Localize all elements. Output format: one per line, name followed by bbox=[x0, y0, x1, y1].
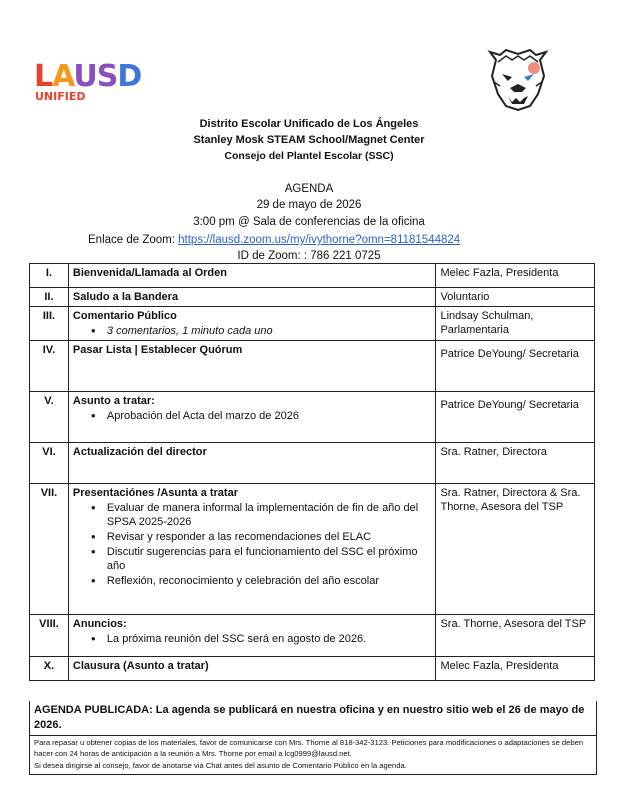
materials-note: Para repasar u obtener copias de los materiales, favor de comunicarse con Mrs. Thorne al 818-342-3123. Peticiones para modificaciones o adaptaciones se deben hacer con 24 horas de anticipación a la reunión a Mrs. Thorne por email a lcg0999@lausd.net. bbox=[34, 738, 584, 758]
agenda-item-number: II. bbox=[30, 288, 69, 307]
logo-letter: S bbox=[96, 59, 118, 94]
agenda-item-responsible: Melec Fazla, Presidenta bbox=[436, 264, 595, 288]
agenda-item-title: Bienvenida/Llamada al Orden bbox=[72, 267, 227, 279]
agenda-item-responsible: Melec Fazla, Presidenta bbox=[436, 657, 595, 681]
agenda-row bbox=[30, 341, 595, 392]
agenda-item-cell bbox=[68, 615, 436, 657]
agenda-row bbox=[30, 392, 595, 443]
agenda-item-title: Actualización del director bbox=[72, 446, 207, 458]
public-comment-note: Si desea dirigirse al consejo, favor de anotarse via Chat antes del asunto de Comentario Público en la agenda. bbox=[34, 761, 407, 770]
agenda-item-cell bbox=[68, 288, 436, 307]
agenda-item-responsible: Voluntario bbox=[436, 288, 595, 307]
agenda-item-bullet: ● Reflexión, reconocimiento y celebración del año escolar bbox=[91, 574, 432, 588]
logo-letter: D bbox=[117, 59, 142, 94]
agenda-row bbox=[30, 264, 595, 288]
zoom-line bbox=[88, 233, 460, 247]
agenda-item-cell bbox=[68, 392, 436, 443]
agenda-item-cell bbox=[68, 443, 436, 484]
agenda-item-responsible: Sra. Ratner, Directora & Sra. Thorne, Asesora del TSP bbox=[436, 484, 595, 615]
agenda-item-number: X. bbox=[30, 657, 69, 681]
agenda-item-cell bbox=[68, 484, 436, 615]
meeting-time-location: 3:00 pm @ Sala de conferencias de la oficina bbox=[193, 216, 425, 228]
agenda-footer bbox=[29, 701, 597, 775]
logo-letter: L bbox=[34, 59, 53, 94]
agenda-item-responsible: Patrice DeYoung/ Secretaria bbox=[436, 392, 595, 443]
council-name: Consejo del Plantel Escolar (SSC) bbox=[224, 150, 394, 162]
agenda-row bbox=[30, 484, 595, 615]
agenda-item-bullet: ● Revisar y responder a las recomendaciones del ELAC bbox=[91, 530, 432, 544]
agenda-row bbox=[30, 657, 595, 681]
polar-bear-mascot-icon bbox=[486, 46, 550, 112]
school-name: Stanley Mosk STEAM School/Magnet Center bbox=[193, 134, 425, 146]
lausd-wordmark bbox=[34, 59, 142, 94]
agenda-item-responsible: Lindsay Schulman, Parlamentaria bbox=[436, 307, 595, 341]
agenda-item-bullet: ● 3 comentarios, 1 minuto cada uno bbox=[91, 324, 432, 338]
agenda-title: AGENDA bbox=[284, 183, 334, 195]
agenda-item-cell bbox=[68, 657, 436, 681]
agenda-item-bullet: ● Discutir sugerencias para el funcionamiento del SSC el próximo año bbox=[91, 545, 432, 573]
published-notice: AGENDA PUBLICADA: La agenda se publicará en nuestra oficina y en nuestro sitio web el 26 de mayo de 2026. bbox=[30, 701, 596, 736]
agenda-item-number: VII. bbox=[30, 484, 69, 615]
agenda-item-cell bbox=[68, 307, 436, 341]
logo-letter: A bbox=[52, 59, 74, 94]
agenda-item-number: IV. bbox=[30, 341, 69, 392]
agenda-item-bullet: ● Evaluar de manera informal la implementación de fin de año del SPSA 2025-2026 bbox=[91, 501, 432, 529]
agenda-item-responsible: Sra. Thorne, Asesora del TSP bbox=[436, 615, 595, 657]
agenda-item-title: Asunto a tratar: bbox=[72, 395, 155, 407]
meeting-date: 29 de mayo de 2026 bbox=[256, 199, 362, 211]
agenda-item-bullet: ● Aprobación del Acta del marzo de 2026 bbox=[91, 409, 432, 423]
zoom-label: Enlace de Zoom: bbox=[88, 234, 179, 246]
agenda-item-title: Pasar Lista | Establecer Quórum bbox=[72, 344, 243, 356]
logo-letter: U bbox=[73, 59, 97, 94]
agenda-item-number: VIII. bbox=[30, 615, 69, 657]
agenda-item-title: Clausura (Asunto a tratar) bbox=[72, 660, 209, 672]
district-name: Distrito Escolar Unificado de Los Ángeles bbox=[199, 118, 419, 130]
agenda-item-number: I. bbox=[30, 264, 69, 288]
agenda-item-number: VI. bbox=[30, 443, 69, 484]
agenda-row bbox=[30, 307, 595, 341]
agenda-row bbox=[30, 615, 595, 657]
agenda-row bbox=[30, 443, 595, 484]
agenda-item-responsible: Sra. Ratner, Directora bbox=[436, 443, 595, 484]
agenda-item-cell bbox=[68, 341, 436, 392]
agenda-table bbox=[29, 263, 595, 681]
zoom-id: ID de Zoom: : 786 221 0725 bbox=[237, 250, 381, 262]
agenda-item-responsible: Patrice DeYoung/ Secretaria bbox=[436, 341, 595, 392]
agenda-row bbox=[30, 288, 595, 307]
agenda-item-number: III. bbox=[30, 307, 69, 341]
agenda-item-number: V. bbox=[30, 392, 69, 443]
agenda-item-title: Comentario Público bbox=[72, 310, 177, 322]
agenda-item-title: Presentaciónes /Asunta a tratar bbox=[72, 487, 238, 499]
lausd-unified-label: UNIFIED bbox=[35, 90, 86, 103]
agenda-item-bullet: ● La próxima reunión del SSC será en agosto de 2026. bbox=[91, 632, 432, 646]
agenda-item-title: Anuncios: bbox=[72, 618, 127, 630]
zoom-link[interactable]: https://lausd.zoom.us/my/ivythorne?omn=81181544824 bbox=[178, 234, 461, 246]
agenda-item-title: Saludo a la Bandera bbox=[72, 291, 179, 303]
agenda-item-cell bbox=[68, 264, 436, 288]
